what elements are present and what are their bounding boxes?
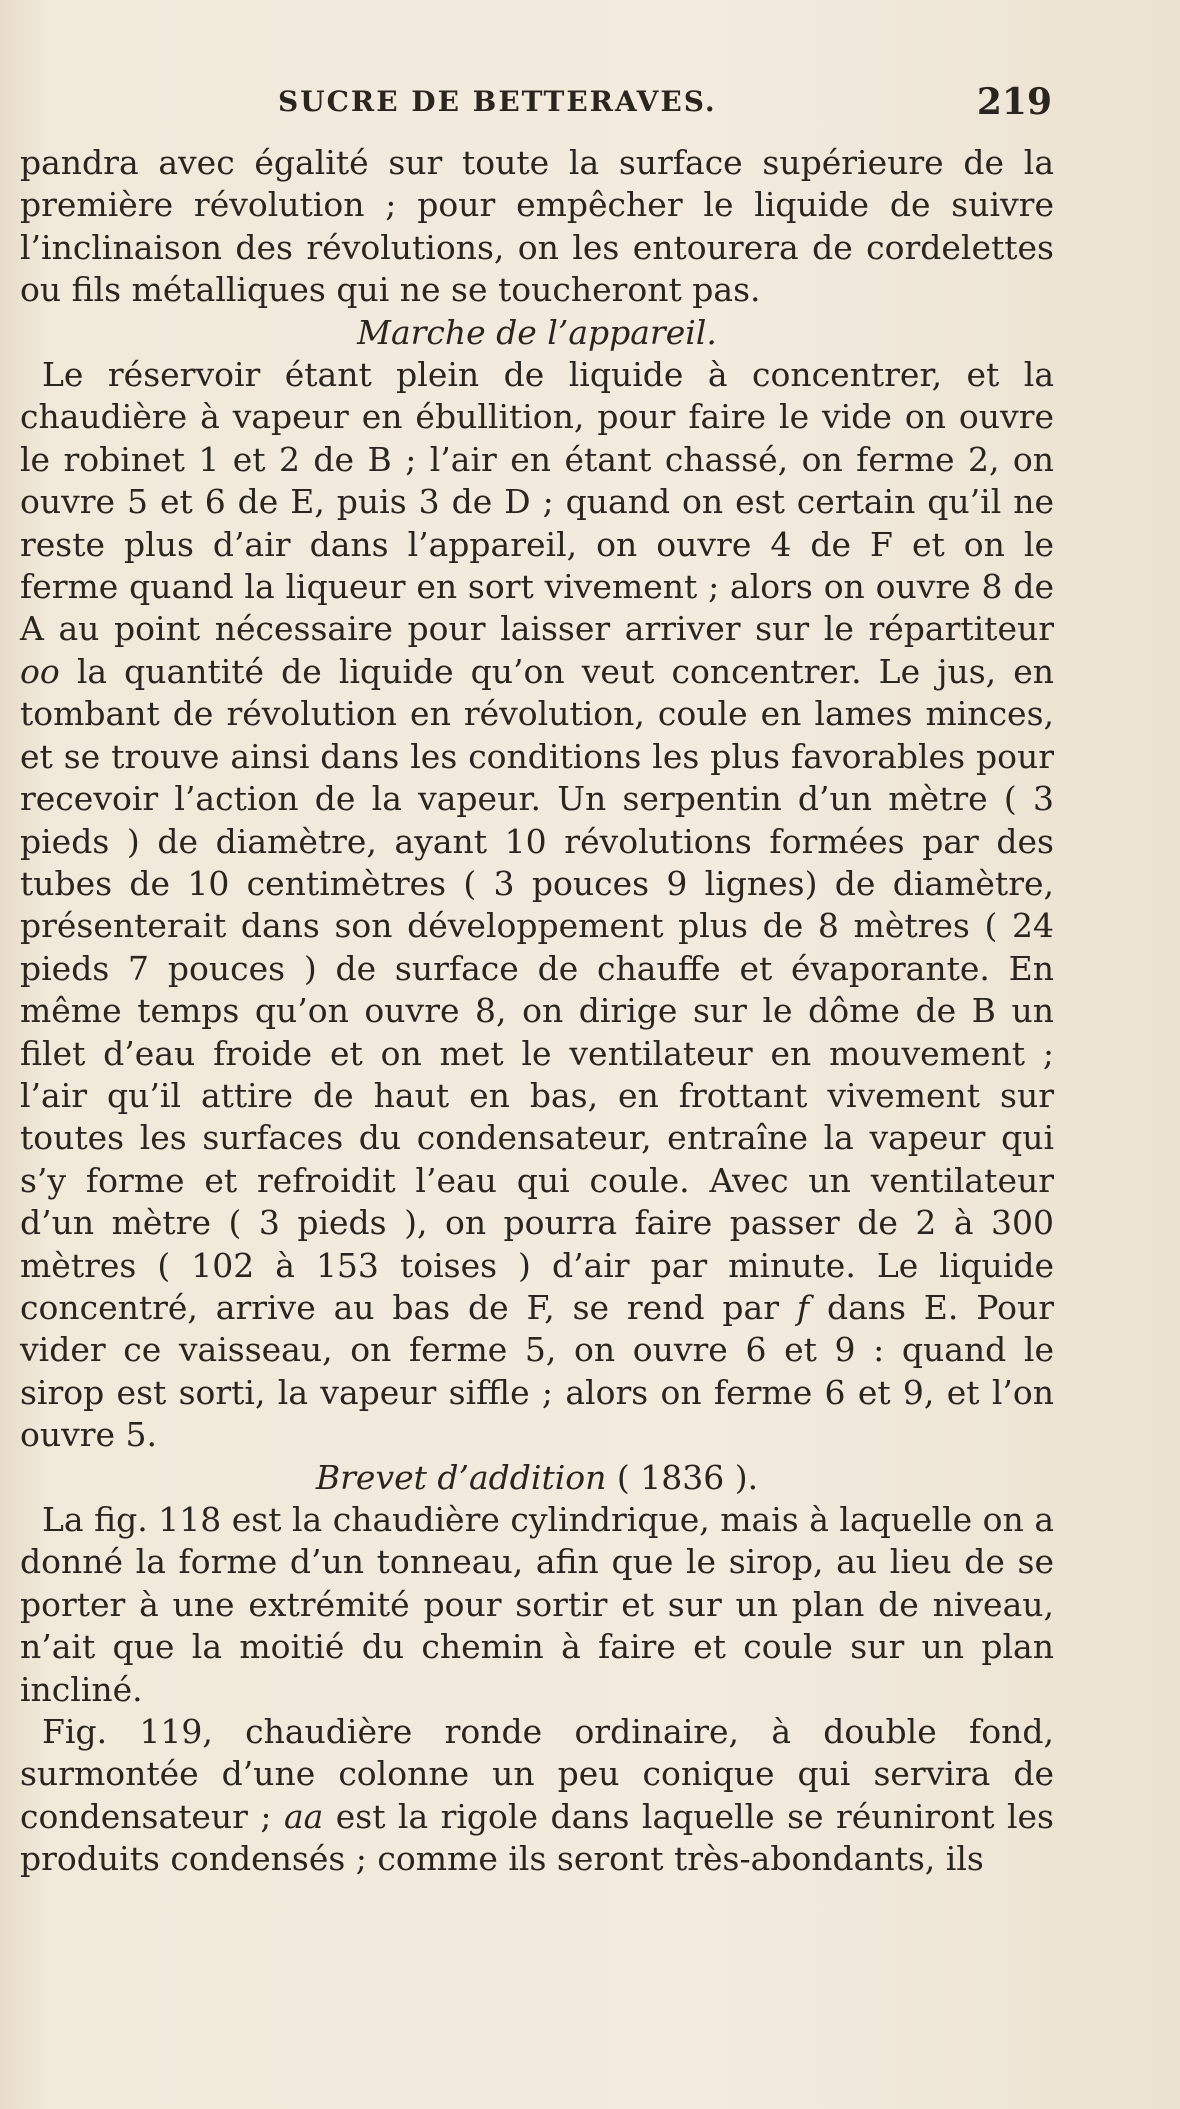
paragraph-2-part-b: la quantité de liquide qu’on veut concentrer. Le jus, en tombant de révolution en révolution, coule en lames minces, et se trouve ainsi dans les conditions les plus favorables pour recevoir l’action de la vapeur. Un serpentin d’un mètre ( 3 pieds ) de diamètre, ayant 10 révolutions formées par des tubes de 10 centimètres ( 3 pouces 9 lignes) de diamètre, présenterait dans son développement plus de 8 mètres ( 24 pieds 7 pouces ) de surface de chauffe et évaporante. En même temps qu’on ouvre 8, on dirige sur le dôme de B un filet d’eau froide et on met le ventilateur en mouvement ; l’air qu’il attire de haut en bas, en frottant vivement sur toutes les surfaces du condensateur, entraîne la vapeur qui s’y forme et refroidit l’eau qui coule. Avec un ventilateur d’un mètre ( 3 pieds ), on pourra faire passer de 2 à 300 mètres ( 102 à 153 toises ) d’air par minute. Le liquide concentré, arrive au bas de F, se rend par [20, 651, 1054, 1327]
section-heading-marche: Marche de l’appareil. [357, 312, 717, 352]
paragraph-4 [20, 1711, 1054, 1881]
brevet-title: Brevet d’addition [315, 1457, 607, 1497]
paragraph-3: La fig. 118 est la chaudière cylindrique, mais à laquelle on a donné la forme d’un tonneau, afin que le sirop, au lieu de se porter à une extrémité pour sortir et sur un plan de niveau, n’ait que la moitié du chemin à faire et coule sur un plan incliné. [20, 1500, 1054, 1709]
paragraph-4-part-a: Fig. 119, chaudière ronde ordinaire, à double fond, surmontée d’une colonne un peu conique qui servira de condensateur ; [20, 1712, 1054, 1836]
brevet-year: ( 1836 ). [616, 1457, 759, 1497]
running-head: SUCRE DE BETTERAVES. [278, 85, 717, 118]
paragraph-1: pandra avec égalité sur toute la surface supérieure de la première révolution ; pour empêcher le liquide de suivre l’inclinaison des révolutions, on les entourera de cordelettes ou fils métalliques qui ne se toucheront pas. [20, 143, 1054, 310]
body-text [20, 142, 1054, 1881]
label-oo: oo [20, 651, 60, 691]
label-aa: aa [283, 1796, 324, 1836]
page-header [22, 81, 1052, 125]
paragraph-2-part-c: dans E. Pour vider ce vaisseau, on ferme 5, on ouvre 6 et 9 : quand le sirop est sorti, la vapeur siffle ; alors on ferme 6 et 9, et l’on ouvre 5. [20, 1287, 1054, 1455]
label-f: f [796, 1287, 810, 1327]
section-heading-brevet [20, 1457, 1054, 1499]
paragraph-2-part-a: Le réservoir étant plein de liquide à concentrer, et la chaudière à vapeur en ébullition, pour faire le vide on ouvre le robinet 1 et 2 de B ; l’air en étant chassé, on ferme 2, on ouvre 5 et 6 de E, puis 3 de D ; quand on est certain qu’il ne reste plus d’air dans l’appareil, on ouvre 4 de F et on le ferme quand la liqueur en sort vivement ; alors on ouvre 8 de A au point nécessaire pour laisser arriver sur le répartiteur [20, 355, 1054, 649]
paragraph-2 [20, 354, 1054, 1457]
page-number: 219 [976, 81, 1052, 123]
paragraph-4-part-b: est la rigole dans laquelle se réuniront les produits condensés ; comme ils seront très-abondants, ils [20, 1796, 1054, 1879]
